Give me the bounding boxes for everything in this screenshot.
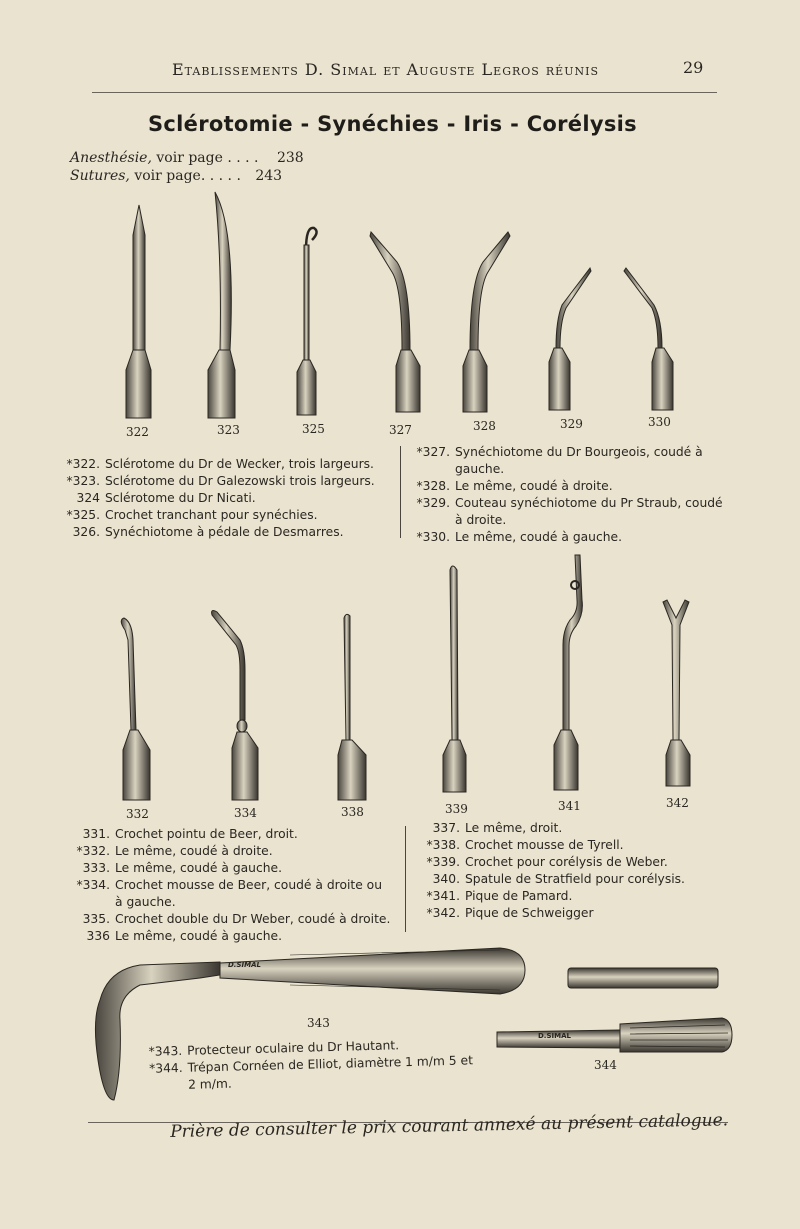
instrument-328 bbox=[463, 232, 510, 412]
reference-label: Sutures, bbox=[70, 168, 130, 184]
instrument-334 bbox=[212, 611, 258, 800]
description-item: 324 Sclérotome du Dr Nicati. bbox=[76, 491, 256, 505]
instrument-322 bbox=[126, 205, 151, 418]
description-list-1-left bbox=[58, 456, 388, 541]
instrument-325 bbox=[297, 228, 317, 415]
instrument-341 bbox=[554, 555, 582, 790]
description-item: 333. Le même, coudé à gauche. bbox=[82, 861, 282, 875]
description-item: *338. Crochet mousse de Tyrell. bbox=[426, 838, 624, 852]
page-number: 29 bbox=[683, 58, 704, 77]
instrument-344 bbox=[497, 968, 732, 1052]
reference-label: Anesthésie, bbox=[70, 150, 152, 166]
description-item: *325. Crochet tranchant pour synéchies. bbox=[66, 508, 318, 522]
description-item: *327. Synéchiotome du Dr Bourgeois, coudé à gauche. bbox=[416, 445, 703, 476]
reference-text: voir page . . . . bbox=[156, 150, 259, 166]
description-item: *339. Crochet pour corélysis de Weber. bbox=[426, 855, 668, 869]
instrument-330 bbox=[624, 268, 673, 410]
figure-number: 329 bbox=[560, 417, 583, 431]
maker-stamp: D.SIMAL bbox=[228, 961, 261, 969]
description-item: 331. Crochet pointu de Beer, droit. bbox=[82, 827, 298, 841]
figure-number: 344 bbox=[594, 1058, 617, 1072]
figure-number: 339 bbox=[445, 802, 468, 816]
figure-number: 334 bbox=[234, 806, 257, 820]
description-item: *342. Pique de Schweigger bbox=[426, 906, 594, 920]
description-item: 337. Le même, droit. bbox=[432, 821, 563, 835]
figure-number: 338 bbox=[341, 805, 364, 819]
instrument-342 bbox=[663, 600, 690, 786]
running-header: Etablissements D. Simal et Auguste Legros réunis bbox=[172, 60, 599, 79]
instrument-323 bbox=[208, 192, 235, 418]
instrument-339 bbox=[443, 566, 466, 792]
description-item: *328. Le même, coudé à droite. bbox=[416, 479, 613, 493]
figure-number: 328 bbox=[473, 419, 496, 433]
description-item: *341. Pique de Pamard. bbox=[426, 889, 573, 903]
figure-number: 330 bbox=[648, 415, 671, 429]
description-item: *329. Couteau synéchiotome du Pr Straub, coudé à droite. bbox=[416, 496, 723, 527]
description-item: *334. Crochet mousse de Beer, coudé à droite ou à gauche. bbox=[76, 878, 382, 909]
instrument-338 bbox=[338, 614, 366, 800]
instrument-329 bbox=[549, 268, 591, 410]
maker-stamp: D.SIMAL bbox=[538, 1032, 571, 1040]
description-item: *344. Trépan Cornéen de Elliot, diamètre 1 m/m 5 et 2 m/m. bbox=[148, 1053, 474, 1092]
figure-number: 323 bbox=[217, 423, 240, 437]
column-divider bbox=[400, 446, 401, 538]
description-item: *323. Sclérotome du Dr Galezowski trois largeurs. bbox=[66, 474, 375, 488]
description-list-3 bbox=[140, 1035, 481, 1095]
column-divider bbox=[405, 826, 406, 932]
description-item: *330. Le même, coudé à gauche. bbox=[416, 530, 622, 544]
description-item: 335. Crochet double du Dr Weber, coudé à droite. bbox=[82, 912, 391, 926]
description-list-2-left bbox=[68, 826, 393, 945]
description-item: *343. Protecteur oculaire du Dr Hautant. bbox=[148, 1038, 400, 1059]
description-item: 336 Le même, coudé à gauche. bbox=[86, 929, 282, 943]
description-list-1-right bbox=[408, 444, 733, 546]
reference-page: 243 bbox=[255, 168, 283, 184]
description-list-2-right bbox=[418, 820, 718, 922]
reference-text: voir page. . . . . bbox=[134, 168, 241, 184]
figure-number: 322 bbox=[126, 425, 149, 439]
figure-number: 327 bbox=[389, 423, 412, 437]
figure-number: 343 bbox=[307, 1016, 330, 1030]
description-item: 326. Synéchiotome à pédale de Desmarres. bbox=[72, 525, 344, 539]
figure-number: 341 bbox=[558, 799, 581, 813]
figure-number: 332 bbox=[126, 807, 149, 821]
reference-page: 238 bbox=[276, 150, 304, 166]
figure-number: 342 bbox=[666, 796, 689, 810]
figure-number: 325 bbox=[302, 422, 325, 436]
instrument-327 bbox=[370, 232, 420, 412]
page-title: Sclérotomie - Synéchies - Iris - Corélysis bbox=[148, 112, 637, 136]
description-item: *332. Le même, coudé à droite. bbox=[76, 844, 273, 858]
footer-note: Prière de consulter le prix courant annexé au présent catalogue. bbox=[170, 1110, 729, 1142]
instrument-332 bbox=[121, 618, 150, 800]
description-item: 340. Spatule de Stratfield pour corélysis. bbox=[432, 872, 685, 886]
description-item: *322. Sclérotome du Dr de Wecker, trois largeurs. bbox=[66, 457, 374, 471]
